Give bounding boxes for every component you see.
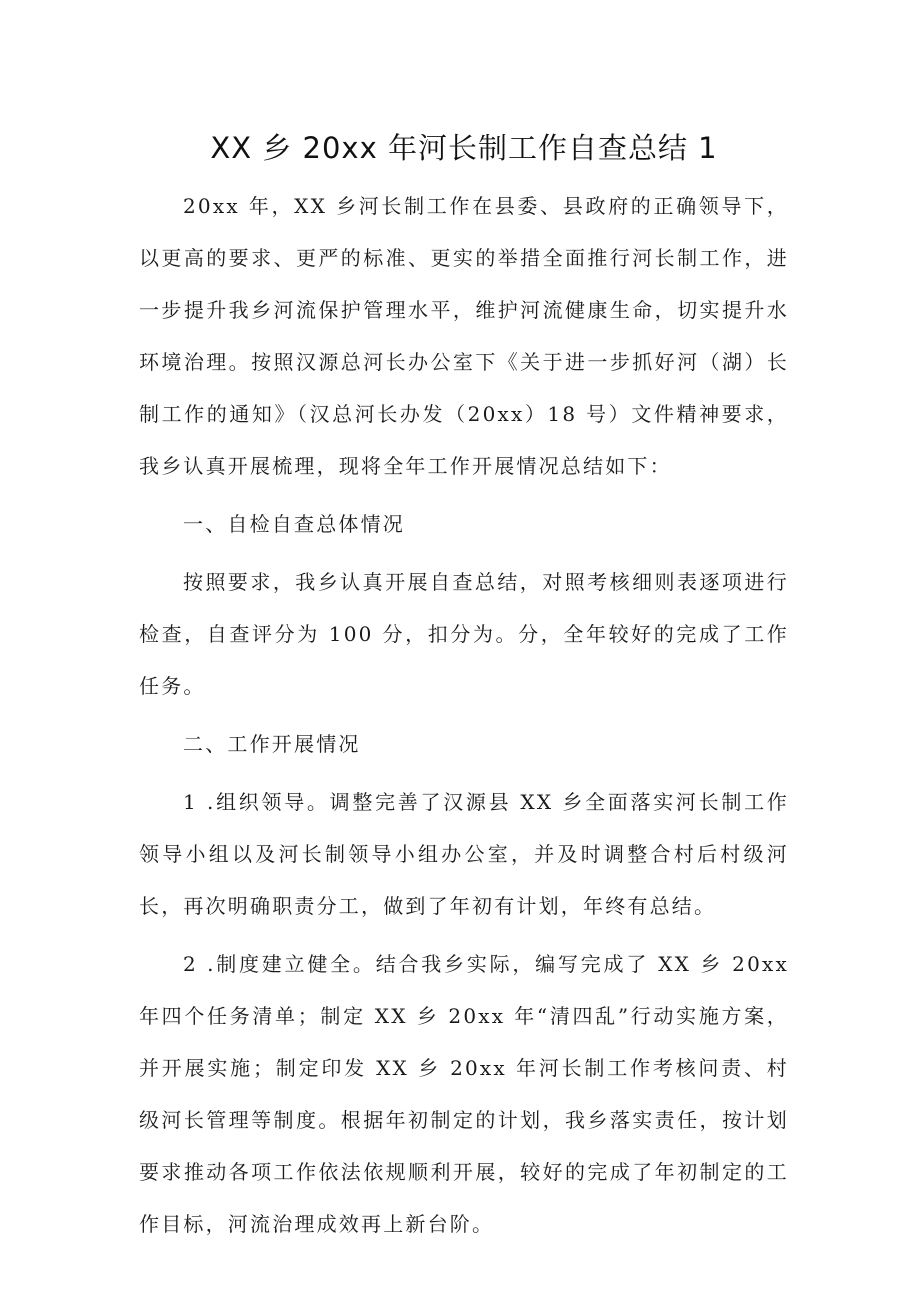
section-2-item-1: 1 .组织领导。调整完善了汉源县 XX 乡全面落实河长制工作领导小组以及河长制领导小组办公室，并及时调整合村后村级河长，再次明确职责分工，做到了年初有计划，年终有总结。 xyxy=(139,790,789,918)
section-1-heading: 一、自检自查总体情况 xyxy=(183,512,405,536)
document-title: XX 乡 20xx 年河长制工作自查总结 1 xyxy=(210,131,718,165)
intro-paragraph: 20xx 年，XX 乡河长制工作在县委、县政府的正确领导下，以更高的要求、更严的标准、更实的举措全面推行河长制工作，进一步提升我乡河流保护管理水平，维护河流健康生命，切实提升水环境治理。按照汉源总河长办公室下《关于进一步抓好河（湖）长制工作的通知》（汉总河长办发（20xx）18 号）文件精神要求，我乡认真开展梳理，现将全年工作开展情况总结如下： xyxy=(139,194,789,478)
section-2-heading: 二、工作开展情况 xyxy=(183,732,361,756)
section-2-item-2: 2 .制度建立健全。结合我乡实际，编写完成了 XX 乡 20xx 年四个任务清单；制定 XX 乡 20xx 年“清四乱”行动实施方案，并开展实施；制定印发 XX 乡 20xx 年河长制工作考核问责、村级河长管理等制度。根据年初制定的计划，我乡落实责任，按计划要求推动各项工作依法依规顺利开展，较好的完成了年初制定的工作目标，河流治理成效再上新台阶。 xyxy=(139,952,789,1236)
section-1-body: 按照要求，我乡认真开展自查总结，对照考核细则表逐项进行检查，自查评分为 100 分，扣分为。分，全年较好的完成了工作任务。 xyxy=(139,570,789,698)
